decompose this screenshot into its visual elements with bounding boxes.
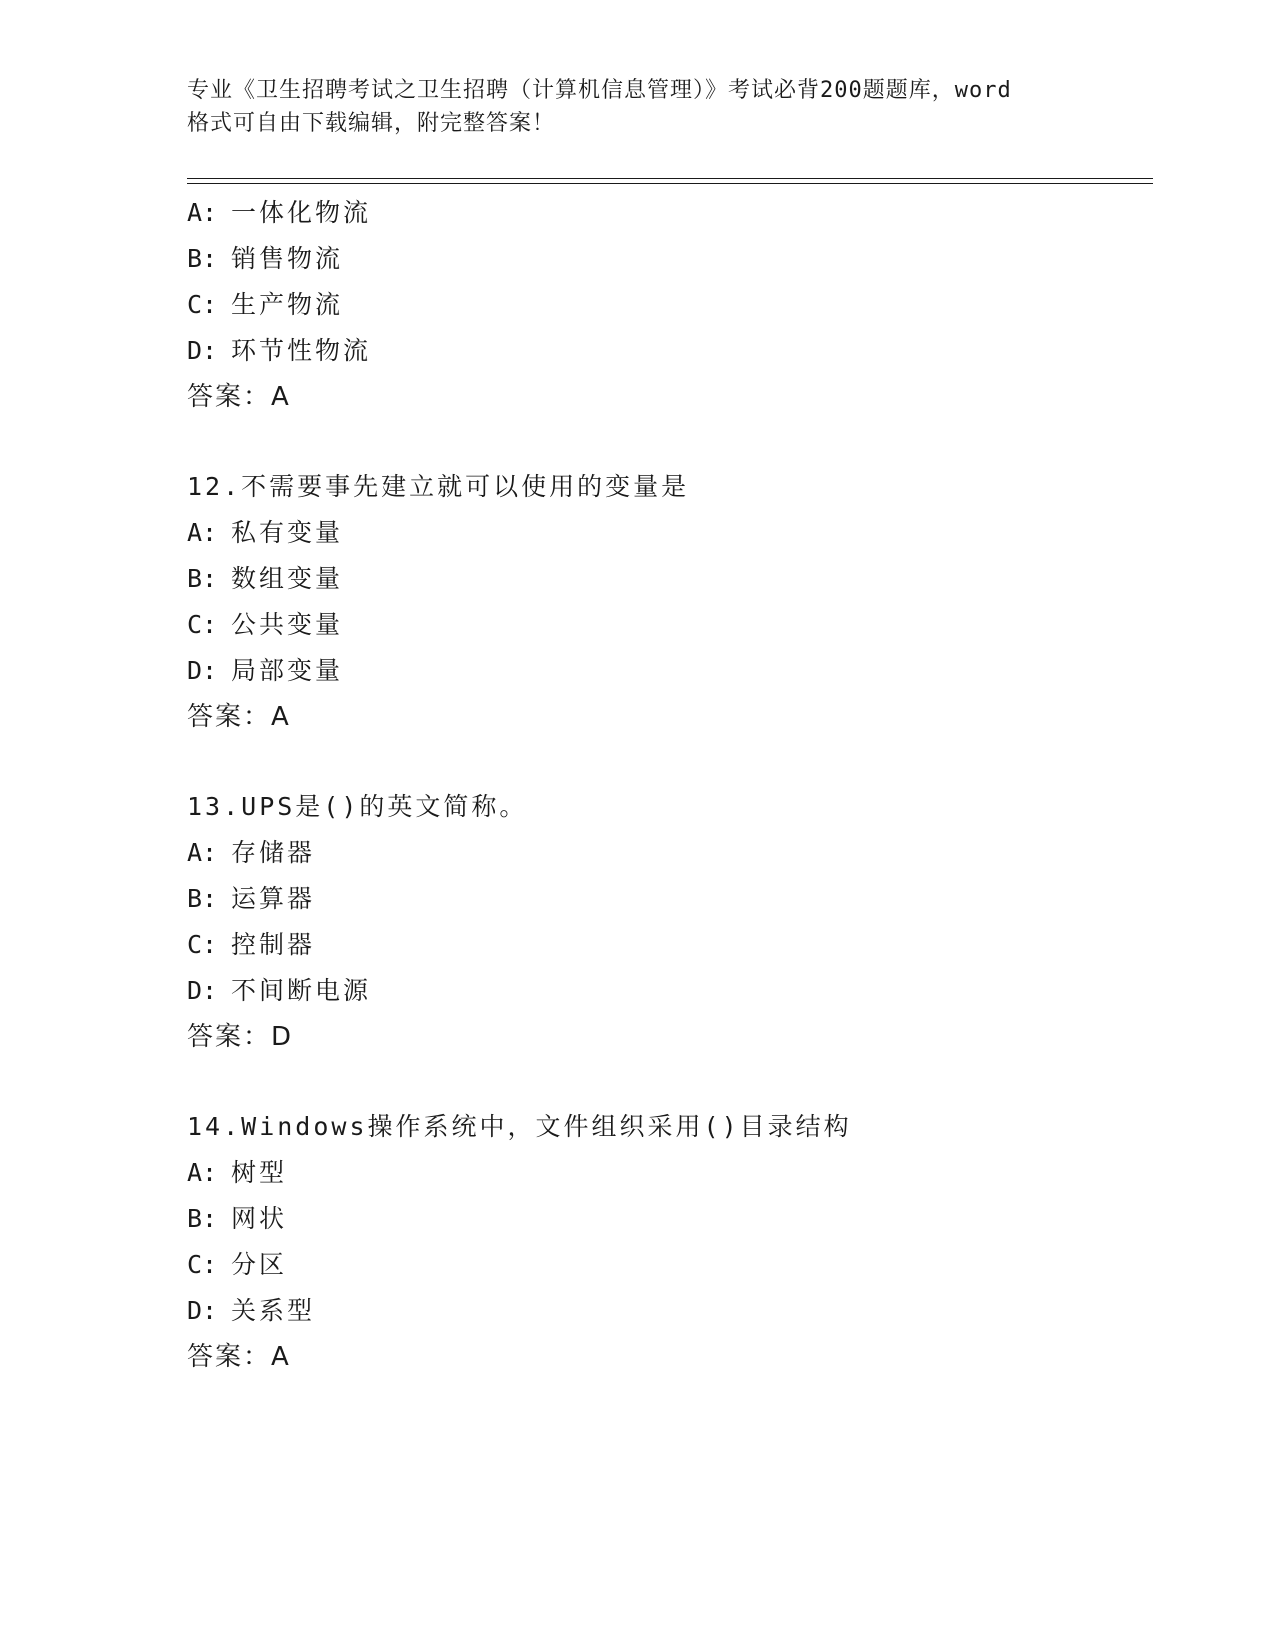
header-divider-top bbox=[187, 178, 1153, 179]
option-letter: C: bbox=[187, 610, 218, 639]
option-text: 私有变量 bbox=[231, 518, 344, 547]
option-row bbox=[187, 510, 1147, 556]
answer-line: 答案：A bbox=[187, 382, 291, 412]
option-row bbox=[187, 602, 1147, 648]
option-text: 不间断电源 bbox=[231, 976, 372, 1005]
option-text: 生产物流 bbox=[231, 290, 344, 319]
option-row bbox=[187, 556, 1147, 602]
option-row bbox=[187, 236, 1147, 282]
option-text: 数组变量 bbox=[231, 564, 344, 593]
option-letter: C: bbox=[187, 290, 218, 319]
answer-line: 答案：D bbox=[187, 1022, 294, 1052]
option-row bbox=[187, 190, 1147, 236]
option-text: 环节性物流 bbox=[231, 336, 372, 365]
option-text: 运算器 bbox=[231, 884, 316, 913]
option-text: 公共变量 bbox=[231, 610, 344, 639]
option-letter: A: bbox=[187, 518, 218, 547]
option-row bbox=[187, 922, 1147, 968]
answer-line: 答案：A bbox=[187, 702, 291, 732]
option-row bbox=[187, 648, 1147, 694]
option-letter: C: bbox=[187, 1250, 218, 1279]
question-stem: 14.Windows操作系统中，文件组织采用()目录结构 bbox=[187, 1112, 852, 1141]
option-text: 局部变量 bbox=[231, 656, 344, 685]
option-letter: D: bbox=[187, 976, 218, 1005]
question-block-12 bbox=[187, 464, 1147, 740]
option-letter: B: bbox=[187, 1204, 218, 1233]
option-row bbox=[187, 968, 1147, 1014]
option-row bbox=[187, 1288, 1147, 1334]
option-text: 存储器 bbox=[231, 838, 316, 867]
option-row bbox=[187, 1196, 1147, 1242]
option-letter: A: bbox=[187, 838, 218, 867]
option-row bbox=[187, 1150, 1147, 1196]
option-row bbox=[187, 830, 1147, 876]
question-stem: 13.UPS是()的英文简称。 bbox=[187, 792, 528, 821]
question-block-13 bbox=[187, 784, 1147, 1060]
option-letter: A: bbox=[187, 198, 218, 227]
question-stem: 12.不需要事先建立就可以使用的变量是 bbox=[187, 472, 690, 501]
option-letter: C: bbox=[187, 930, 218, 959]
document-header bbox=[187, 74, 1087, 140]
option-row bbox=[187, 1242, 1147, 1288]
option-text: 网状 bbox=[231, 1204, 288, 1233]
option-letter: D: bbox=[187, 336, 218, 365]
option-letter: D: bbox=[187, 656, 218, 685]
option-text: 分区 bbox=[231, 1250, 288, 1279]
question-content bbox=[187, 190, 1147, 1380]
option-letter: D: bbox=[187, 1296, 218, 1325]
option-text: 树型 bbox=[231, 1158, 288, 1187]
question-block-14 bbox=[187, 1104, 1147, 1380]
answer-line: 答案：A bbox=[187, 1342, 291, 1372]
option-row bbox=[187, 328, 1147, 374]
header-line-2: 格式可自由下载编辑，附完整答案！ bbox=[187, 111, 556, 136]
header-line-1: 专业《卫生招聘考试之卫生招聘（计算机信息管理）》考试必背200题题库，word bbox=[187, 78, 1012, 103]
option-letter: B: bbox=[187, 884, 218, 913]
option-row bbox=[187, 282, 1147, 328]
header-divider-bottom bbox=[187, 183, 1153, 184]
option-letter: A: bbox=[187, 1158, 218, 1187]
option-row bbox=[187, 876, 1147, 922]
option-text: 销售物流 bbox=[231, 244, 344, 273]
option-text: 控制器 bbox=[231, 930, 316, 959]
option-letter: B: bbox=[187, 244, 218, 273]
question-block-11 bbox=[187, 190, 1147, 420]
option-text: 一体化物流 bbox=[231, 198, 372, 227]
option-letter: B: bbox=[187, 564, 218, 593]
option-text: 关系型 bbox=[231, 1296, 316, 1325]
